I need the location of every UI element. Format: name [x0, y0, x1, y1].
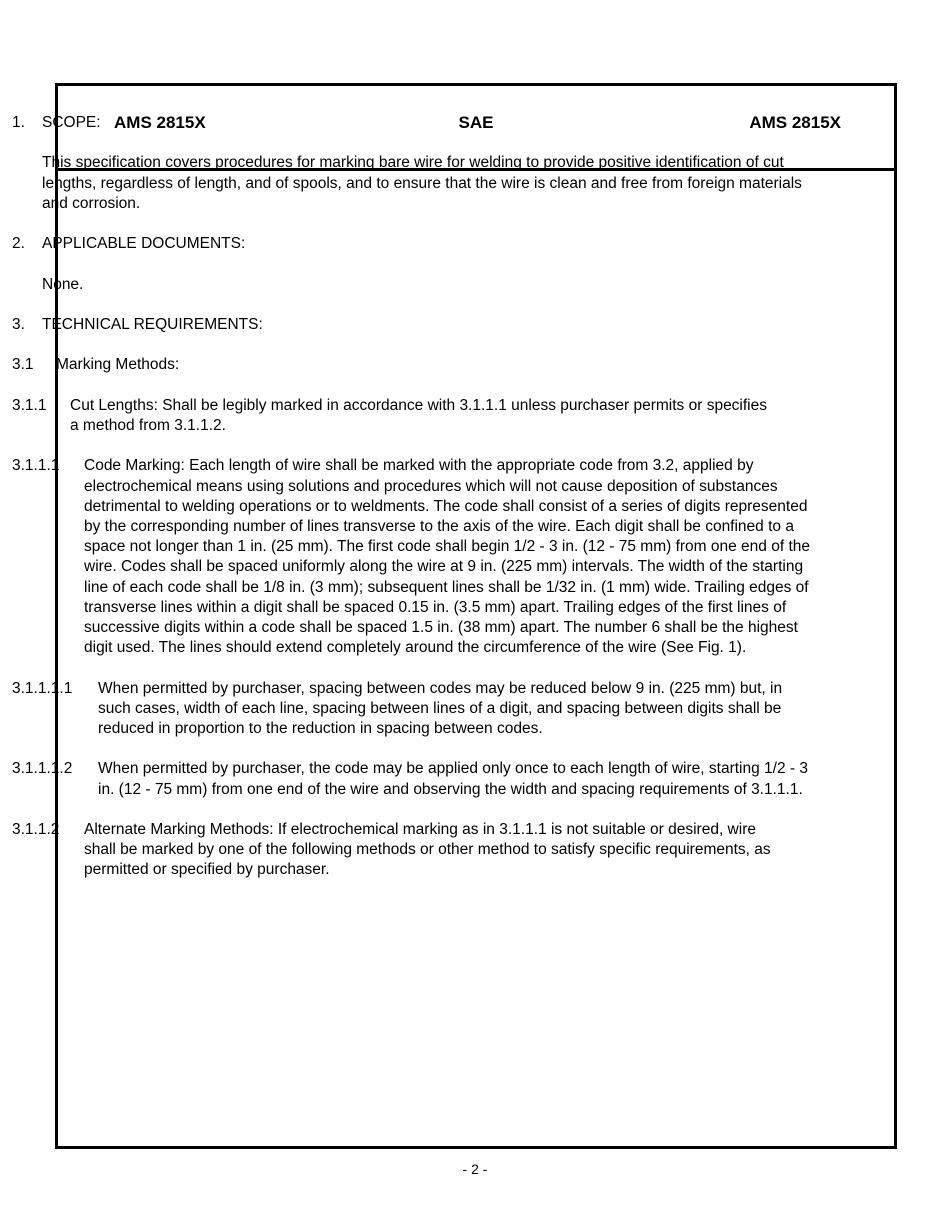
- section-technical-requirements-heading: [12, 315, 812, 335]
- section-text: Marking Methods:: [56, 356, 180, 374]
- header-doc-id-right: AMS 2815X: [749, 113, 841, 132]
- section-3-1-1-1-2: [12, 759, 808, 799]
- section-3-1-1: [12, 396, 770, 436]
- section-number: 2.: [12, 235, 25, 253]
- section-number: 3.: [12, 315, 25, 333]
- section-number: 3.1.1.1.1: [12, 679, 73, 697]
- section-text: This specification covers procedures for marking bare wire for welding to provide positive identification of cut lengths, regardless of length, and of spools, and to ensure that the wire is clean and free from foreign materials and corrosion.: [42, 154, 802, 212]
- section-number: 3.1.1: [12, 396, 47, 414]
- document-body: [12, 113, 812, 901]
- section-text: Cut Lengths: Shall be legibly marked in accordance with 3.1.1.1 unless purchaser permits or specifies a method from 3.1.1.2.: [70, 396, 768, 434]
- section-number: 3.1: [12, 356, 34, 374]
- header-doc-id-left: AMS 2815X: [114, 113, 206, 132]
- section-3-1: [12, 355, 812, 375]
- section-applicable-documents-text: [12, 275, 812, 295]
- section-text: Code Marking: Each length of wire shall be marked with the appropriate code from 3.2, applied by electrochemical means using solutions and procedures which will not cause deposition of substances detrimental to welding operations or to weldments. The code shall consist of a series of digits represented by the corresponding number of lines transverse to the axis of the wire. Each digit shall be confined to a space not longer than 1 in. (25 mm). The first code shall begin 1/2 - 3 in. (12 - 75 mm) from one end of the wire. Codes shall be spaced uniformly along the wire at 9 in. (225 mm) intervals. The width of the starting line of each code shall be 1/8 in. (3 mm); subsequent lines shall be 1/32 in. (1 mm) wide. Trailing edges of transverse lines within a digit shall be spaced 0.15 in. (3.5 mm) apart. Trailing edges of the first lines of successive digits within a code shall be spaced 1.5 in. (38 mm) apart. The number 6 shall be the highest digit used. The lines should extend completely around the circumference of the wire (See Fig. 1).: [84, 457, 811, 657]
- section-text: SCOPE:: [42, 114, 101, 131]
- section-number: 3.1.1.1: [12, 457, 60, 475]
- section-scope-text: [12, 153, 812, 214]
- section-3-1-1-1-1: [12, 679, 802, 740]
- section-text: Alternate Marking Methods: If electrochemical marking as in 3.1.1.1 is not suitable or desired, wire shall be marked by one of the following methods or other method to satisfy specific requirements, as permitted or specified by purchaser.: [84, 820, 771, 879]
- section-number: 3.1.1.2: [12, 820, 60, 838]
- section-text: APPLICABLE DOCUMENTS:: [42, 235, 246, 253]
- section-text: When permitted by purchaser, the code may be applied only once to each length of wire, starting 1/2 - 3 in. (12 - 75 mm) from one end of the wire and observing the width and spacing requirements of 3.1.1.1.: [98, 760, 808, 798]
- header-org: SAE: [458, 113, 494, 132]
- section-applicable-documents-heading: [12, 234, 812, 254]
- section-3-1-1-1: [12, 456, 814, 658]
- section-number: 1.: [12, 114, 25, 131]
- section-text: When permitted by purchaser, spacing between codes may be reduced below 9 in. (225 mm) but, in such cases, width of each line, spacing between lines of a digit, and spacing between digits shall be reduced in proportion to the reduction in spacing between codes.: [98, 679, 783, 737]
- section-text: None.: [42, 275, 84, 293]
- section-3-1-1-2: [12, 820, 790, 881]
- page-number: - 2 -: [462, 1161, 488, 1177]
- section-number: 3.1.1.1.2: [12, 760, 73, 778]
- section-text: TECHNICAL REQUIREMENTS:: [42, 315, 263, 333]
- section-scope-heading: [12, 113, 812, 133]
